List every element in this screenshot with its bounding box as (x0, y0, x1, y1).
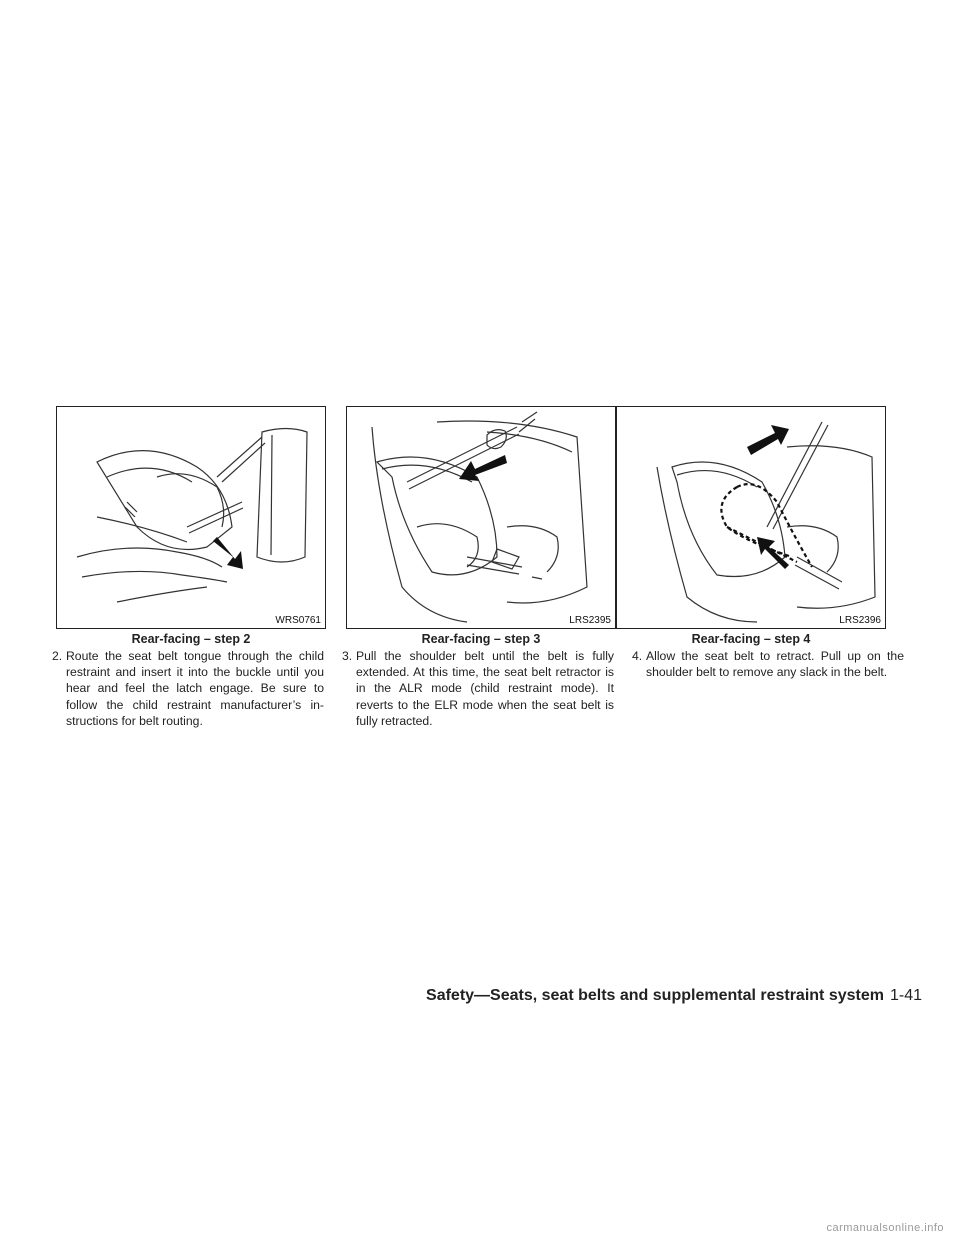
figure-caption: Rear-facing – step 3 (421, 632, 541, 646)
step-number: 4. (632, 649, 643, 663)
step-number: 3. (342, 649, 353, 663)
figure-rear-facing-step-2 (56, 406, 326, 629)
illustration-pull-shoulder-belt (347, 407, 615, 628)
step-4-text (632, 648, 904, 680)
section-title: Safety—Seats, seat belts and supplemental restraint system (426, 987, 884, 1004)
figure-caption: Rear-facing – step 2 (131, 632, 251, 646)
figure-code: WRS0761 (275, 615, 321, 626)
figure-rear-facing-step-3 (346, 406, 616, 629)
figure-rear-facing-step-4 (616, 406, 886, 629)
step-body: Pull the shoulder belt until the belt is fully extended. At this time, the seat belt retractor is in the ALR mode (child restraint mode). It reverts to the ELR mode when the seat belt is fully retracted. (356, 649, 614, 728)
illustration-buckle-belt (57, 407, 325, 628)
watermark: carmanualsonline.info (826, 1222, 944, 1234)
step-number: 2. (52, 649, 63, 663)
step-body: Route the seat belt tongue through the child restraint and insert it into the buckle until you hear and feel the latch engage. Be sure to follow the child restraint manufacturer’s in-structions for belt routing. (66, 649, 324, 728)
illustration-retract-belt (617, 407, 885, 628)
figure-code: LRS2395 (569, 615, 611, 626)
page-footer (426, 987, 922, 1005)
figure-caption: Rear-facing – step 4 (691, 632, 811, 646)
step-2-text (52, 648, 324, 729)
step-3-text (342, 648, 614, 729)
figure-code: LRS2396 (839, 615, 881, 626)
page-number: 1-41 (889, 987, 922, 1004)
step-body: Allow the seat belt to retract. Pull up on the shoulder belt to remove any slack in the belt. (646, 649, 904, 680)
